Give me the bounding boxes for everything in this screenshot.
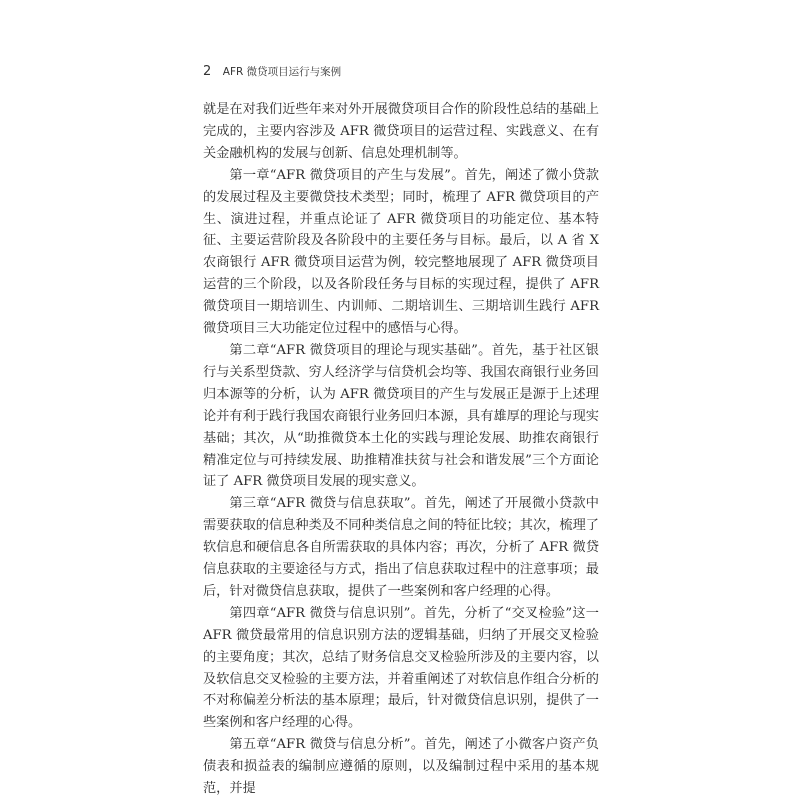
page-header [203,64,341,79]
paragraph-chapter-5: 第五章“AFR 微贷与信息分析”。首先，阐述了小微客户资产负债表和损益表的编制应遵循的原则，以及编制过程中采用的基本规范，并提 [203,737,599,797]
body-text [203,99,599,800]
running-title: AFR 微贷项目运行与案例 [222,66,342,78]
paragraph-continuation: 就是在对我们近些年来对外开展微贷项目合作的阶段性总结的基础上完成的，主要内容涉及 AFR 微贷项目的运营过程、实践意义、在有关金融机构的发展与创新、信息处理机制等。 [203,102,599,161]
paragraph-chapter-3: 第三章“AFR 微贷与信息获取”。首先，阐述了开展微小贷款中需要获取的信息种类及不同种类信息之间的特征比较；其次，梳理了软信息和硬信息各自所需获取的具体内容；再次，分析了 AFR 微贷信息获取的主要途径与方式，指出了信息获取过程中的注意事项；最后，针对微贷信息获取，提供了一些案例和客户经理的心得。 [203,496,599,599]
page-number: 2 [203,64,212,79]
paragraph-chapter-1: 第一章“AFR 微贷项目的产生与发展”。首先，阐述了微小贷款的发展过程及主要微贷技术类型；同时，梳理了 AFR 微贷项目的产生、演进过程，并重点论证了 AFR 微贷项目的功能定位、基本特征、主要运营阶段及各阶段中的主要任务与目标。最后，以 A 省 X 农商银行 AFR 微贷项目运营为例，较完整地展现了 AFR 微贷项目运营的三个阶段，以及各阶段任务与目标的实现过程，提供了 AFR 微贷项目一期培训生、内训师、二期培训生、三期培训生践行 AFR 微贷项目三大功能定位过程中的感悟与心得。 [203,167,599,337]
paragraph-chapter-4: 第四章“AFR 微贷与信息识别”。首先，分析了“交叉检验”这一 AFR 微贷最常用的信息识别方法的逻辑基础，归纳了开展交叉检验的主要角度；其次，总结了财务信息交叉检验所涉及的主要内容，以及软信息交叉检验的主要方法，并着重阐述了对软信息作组合分析的不对称偏差分析法的基本原理；最后，针对微贷信息识别，提供了一些案例和客户经理的心得。 [203,605,599,731]
paragraph-chapter-2: 第二章“AFR 微贷项目的理论与现实基础”。首先，基于社区银行与关系型贷款、穷人经济学与信贷机会均等、我国农商银行业务回归本源等的分析，认为 AFR 微贷项目的产生与发展正是源于上述理论并有利于践行我国农商银行业务回归本源，具有雄厚的理论与现实基础；其次，从“助推微贷本土化的实践与理论发展、助推农商银行精准定位与可持续发展、助推精准扶贫与社会和谐发展”三个方面论证了 AFR 微贷项目发展的现实意义。 [203,342,599,490]
